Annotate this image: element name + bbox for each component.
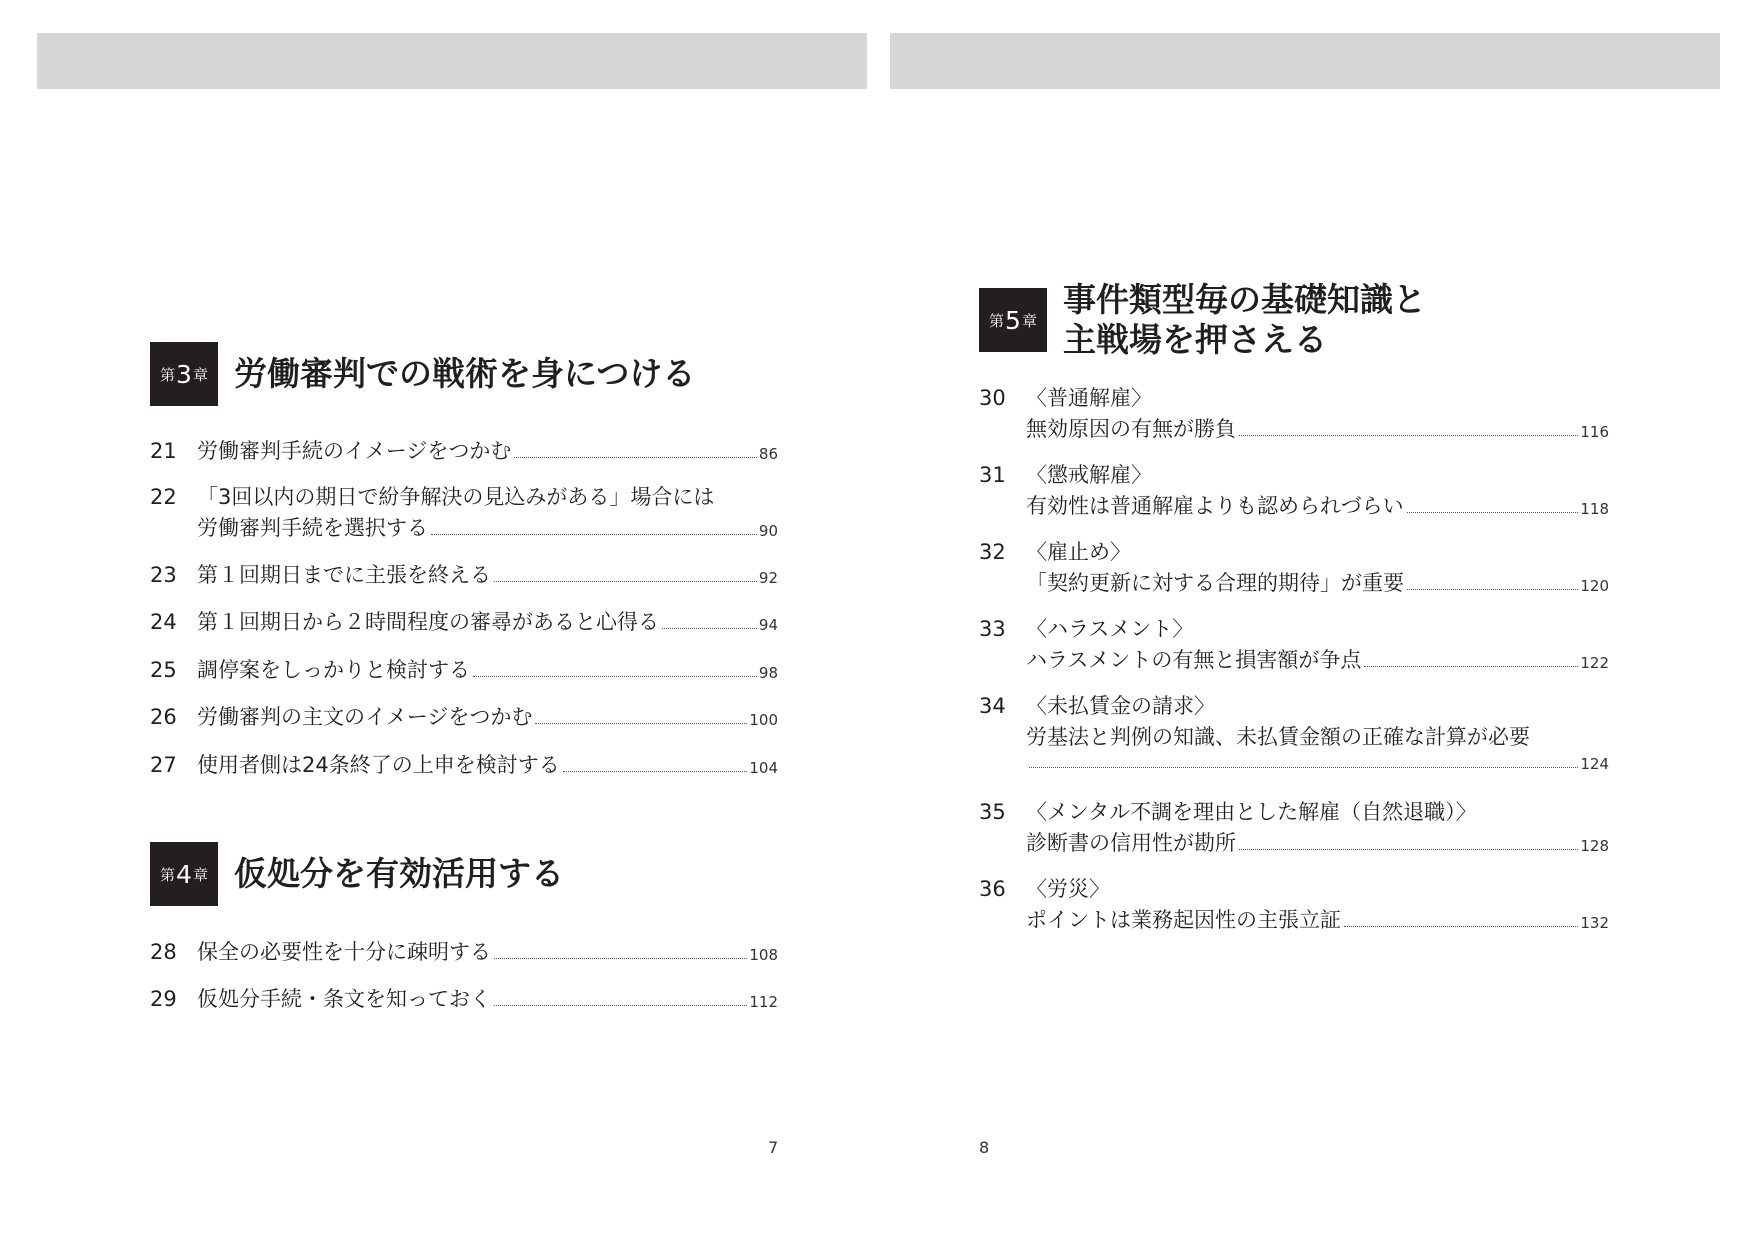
chapter-badge: 第 4 章 (150, 842, 218, 906)
dot-leader (494, 580, 757, 582)
toc-entry-26[interactable]: 26 労働審判の主文のイメージをつかむ 100 (150, 705, 778, 729)
page-number: 128 (1580, 837, 1609, 855)
toc-entry-27[interactable]: 27 使用者側は24条終了の上申を検討する 104 (150, 753, 778, 777)
page-number: 124 (1580, 755, 1609, 773)
page-number: 120 (1580, 577, 1609, 595)
dot-leader (431, 533, 757, 535)
page-number: 112 (749, 993, 778, 1011)
dot-leader (563, 770, 748, 772)
page-number: 94 (758, 616, 778, 634)
dot-leader (1364, 665, 1578, 667)
dot-leader (662, 627, 757, 629)
toc-entry-31[interactable]: 31 〈懲戒解雇〉 有効性は普通解雇よりも認められづらい 118 (979, 463, 1609, 518)
left-page (0, 0, 877, 1240)
chapter-4-heading (150, 842, 564, 906)
dot-leader (473, 675, 757, 677)
dot-leader (514, 456, 757, 458)
chapter-title: 事件類型毎の基礎知識と 主戦場を押さえる (1063, 280, 1426, 359)
toc-entry-30[interactable]: 30 〈普通解雇〉 無効原因の有無が勝負 116 (979, 386, 1609, 441)
toc-entry-36[interactable]: 36 〈労災〉 ポイントは業務起因性の主張立証 132 (979, 877, 1609, 932)
page-number: 86 (758, 445, 778, 463)
page-folio: 7 (768, 1138, 779, 1157)
toc-entry-34[interactable]: 34 〈未払賃金の請求〉 労基法と判例の知識、未払賃金額の正確な計算が必要 124 (979, 694, 1609, 773)
dot-leader (494, 1004, 747, 1006)
toc-entry-29[interactable]: 29 仮処分手続・条文を知っておく 112 (150, 987, 778, 1011)
right-page (877, 0, 1755, 1240)
dot-leader (1407, 511, 1579, 513)
toc-entry-33[interactable]: 33 〈ハラスメント〉 ハラスメントの有無と損害額が争点 122 (979, 617, 1609, 672)
dot-leader (535, 722, 747, 724)
dot-leader (494, 957, 747, 959)
dot-leader (1239, 848, 1578, 850)
page-number: 132 (1580, 914, 1609, 932)
toc-entry-32[interactable]: 32 〈雇止め〉 「契約更新に対する合理的期待」が重要 120 (979, 540, 1609, 595)
page-number: 90 (758, 522, 778, 540)
page-number: 116 (1580, 423, 1609, 441)
page-number: 92 (758, 569, 778, 587)
chapter-title: 労働審判での戦術を身につける (234, 354, 696, 393)
toc-entry-25[interactable]: 25 調停案をしっかりと検討する 98 (150, 658, 778, 682)
chapter-5-heading (979, 280, 1426, 360)
page-folio: 8 (979, 1138, 990, 1157)
chapter-title: 仮処分を有効活用する (234, 854, 564, 893)
toc-entry-28[interactable]: 28 保全の必要性を十分に疎明する 108 (150, 940, 778, 964)
page-number: 100 (749, 711, 778, 729)
page-number: 122 (1580, 654, 1609, 672)
toc-entry-35[interactable]: 35 〈メンタル不調を理由とした解雇（自然退職）〉 診断書の信用性が勘所 128 (979, 800, 1609, 855)
toc-entry-21[interactable]: 21 労働審判手続のイメージをつかむ 86 (150, 439, 778, 463)
page-number: 98 (758, 664, 778, 682)
page-number: 118 (1580, 500, 1609, 518)
page-number: 104 (749, 759, 778, 777)
chapter-3-heading (150, 342, 695, 406)
dot-leader (1239, 434, 1578, 436)
toc-entry-23[interactable]: 23 第１回期日までに主張を終える 92 (150, 563, 778, 587)
chapter-badge: 第 3 章 (150, 342, 218, 406)
dot-leader (1344, 925, 1578, 927)
toc-entry-24[interactable]: 24 第１回期日から２時間程度の審尋があると心得る 94 (150, 610, 778, 634)
chapter-badge: 第 5 章 (979, 288, 1047, 352)
page-number: 108 (749, 946, 778, 964)
toc-entry-22[interactable]: 22 「3回以内の期日で紛争解決の見込みがある」場合には 労働審判手続を選択する 90 (150, 485, 778, 540)
dot-leader (1029, 766, 1578, 768)
dot-leader (1407, 588, 1578, 590)
